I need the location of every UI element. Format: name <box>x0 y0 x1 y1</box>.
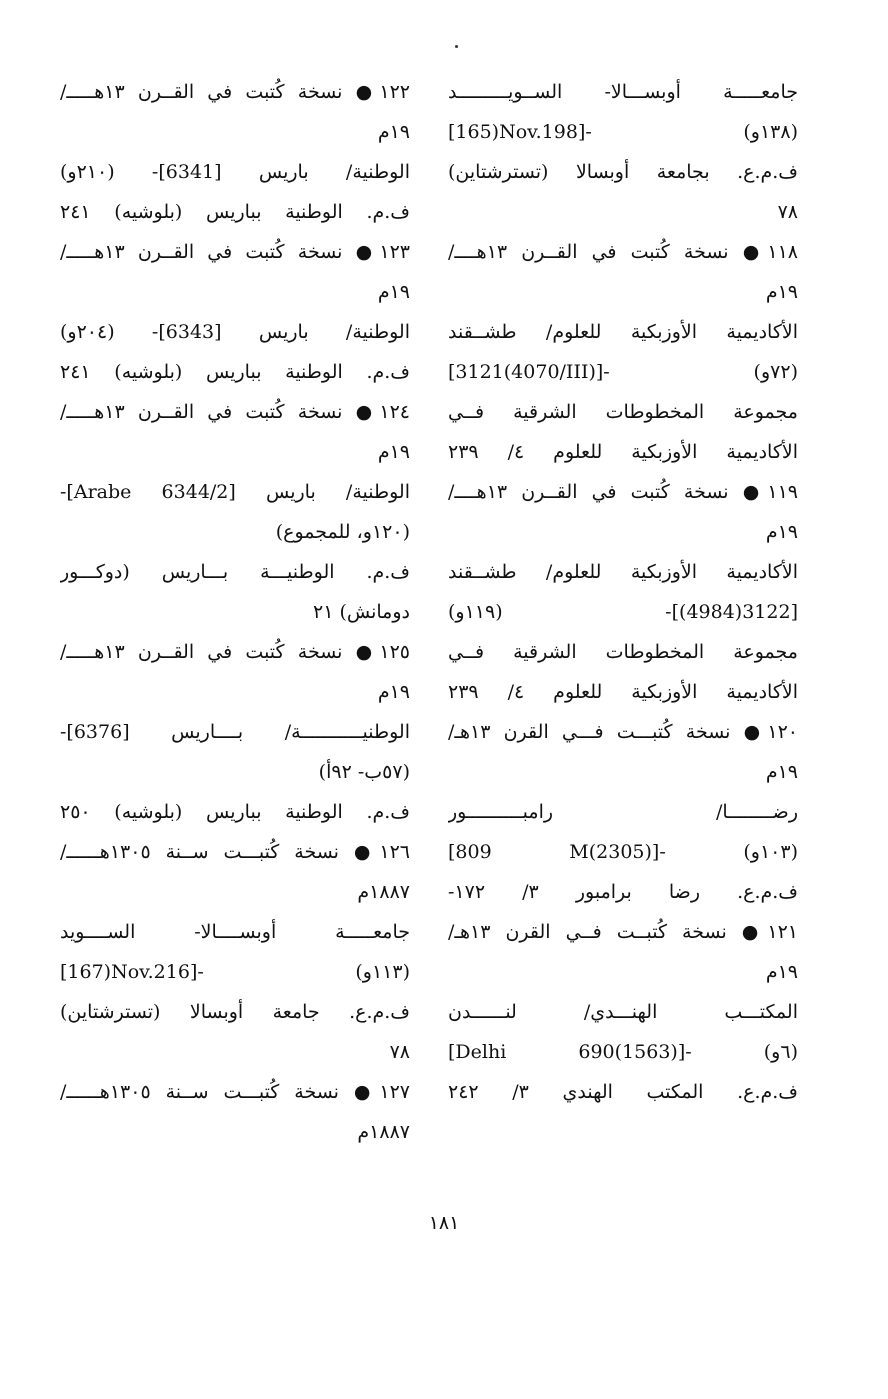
text-line: ف.م. الوطنية بباريس (بلوشيه) ٢٤١ <box>60 361 410 383</box>
text-line: ١٢٦● نسخة كُتبـــت ســنة ١٣٠٥هــــــ/ <box>60 841 410 863</box>
scan-speck <box>455 45 458 48</box>
text-line: الأكاديمية الأوزبكية للعلوم ٤/ ٢٣٩ <box>448 681 798 703</box>
text-line: [165)Nov.198]- (١٣٨و) <box>448 121 798 143</box>
text-line: ١٩م <box>377 281 410 303</box>
text-line: ١٨٨٧م <box>357 1121 410 1143</box>
text-line: ١٢٠● نسخة كُتبـــت فـــي القرن ١٣هـ/ <box>448 721 798 743</box>
text-line: ف.م.ع. رضا برامبور ٣/ ١٧٢- <box>448 881 798 903</box>
text-line: ١٨٨٧م <box>357 881 410 903</box>
text-line: الأكاديمية الأوزبكية للعلوم/ طشــقند <box>448 561 798 583</box>
text-line: ١٢٧● نسخة كُتبـــت ســنة ١٣٠٥هــــــ/ <box>60 1081 410 1103</box>
text-line: ٧٨ <box>389 1041 410 1063</box>
text-line: ف.م.ع. بجامعة أوبسالا (تسترشتاين) <box>448 161 798 183</box>
text-line: المكتـــب الهنـــدي/ لنــــــدن <box>448 1001 798 1023</box>
text-line: ف.م. الوطنيـــة بـــاريس (دوكـــور <box>60 561 410 583</box>
text-line: رضــــــــا/ رامبــــــــــور <box>448 801 798 823</box>
text-line: ١٢٣● نسخة كُتبت في القــرن ١٣هـــــ/ <box>60 241 410 263</box>
text-line: ١٩م <box>377 681 410 703</box>
text-line: ١٩م <box>765 761 798 783</box>
text-line: [809 M(2305)]- (١٠٣و) <box>448 841 798 863</box>
right-column <box>448 72 798 1112</box>
page-number: ١٨١ <box>428 1212 460 1234</box>
text-line: [Delhi 690(1563)]- (٦و) <box>448 1041 798 1063</box>
text-line: (٥٧ب- ٩٢أ) <box>318 761 410 783</box>
text-line: ١٢٢● نسخة كُتبت في القــرن ١٣هـــــ/ <box>60 81 410 103</box>
text-line: ١٢١● نسخة كُتبــت فــي القرن ١٣هـ/ <box>448 921 798 943</box>
text-line: جامعـــــة أوبســــالا- الســــويد <box>60 921 410 943</box>
text-line: ١٩م <box>377 441 410 463</box>
text-line: الوطنيـــــــــــة/ بــــاريس [6376]- <box>60 721 410 743</box>
text-line: ١١٩● نسخة كُتبت في القــرن ١٣هــــ/ <box>448 481 798 503</box>
text-line: الوطنية/ باريس [6343]- (٢٠٤و) <box>60 321 410 343</box>
text-line: ١٩م <box>765 281 798 303</box>
text-line: ١١٨● نسخة كُتبت في القــرن ١٣هــــ/ <box>448 241 798 263</box>
text-line: ف.م.ع. المكتب الهندي ٣/ ٢٤٢ <box>448 1081 798 1103</box>
left-column <box>60 72 410 1152</box>
text-line: مجموعة المخطوطات الشرقية فــي <box>448 401 798 423</box>
text-line: [167)Nov.216]- (١١٣و) <box>60 961 410 983</box>
text-line: الأكاديمية الأوزبكية للعلوم ٤/ ٢٣٩ <box>448 441 798 463</box>
text-line: ١٢٥● نسخة كُتبت في القــرن ١٣هـــــ/ <box>60 641 410 663</box>
text-line: [3121(4070/III)]- (٧٢و) <box>448 361 798 383</box>
text-line: مجموعة المخطوطات الشرقية فــي <box>448 641 798 663</box>
text-line: [3122(4984)]- (١١٩و) <box>448 601 798 623</box>
text-line: ١٩م <box>377 121 410 143</box>
text-line: ١٩م <box>765 961 798 983</box>
text-line: الوطنية/ باريس [6341]- (٢١٠و) <box>60 161 410 183</box>
text-line: الوطنية/ باريس [Arabe 6344/2]- <box>60 481 410 503</box>
text-line: الأكاديمية الأوزبكية للعلوم/ طشــقند <box>448 321 798 343</box>
text-line: ف.م. الوطنية بباريس (بلوشيه) ٢٥٠ <box>60 801 410 823</box>
text-line: ١٩م <box>765 521 798 543</box>
text-line: ٧٨ <box>777 201 798 223</box>
text-line: (١٢٠و، للمجموع) <box>275 521 410 543</box>
text-line: ١٢٤● نسخة كُتبت في القــرن ١٣هـــــ/ <box>60 401 410 423</box>
text-line: ف.م.ع. جامعة أوبسالا (تسترشتاين) <box>60 1001 410 1023</box>
text-line: ف.م. الوطنية بباريس (بلوشيه) ٢٤١ <box>60 201 410 223</box>
text-line: جامعـــــة أوبســـالا- الســويـــــــــد <box>448 81 798 103</box>
text-line: دومانش) ٢١ <box>313 601 410 623</box>
